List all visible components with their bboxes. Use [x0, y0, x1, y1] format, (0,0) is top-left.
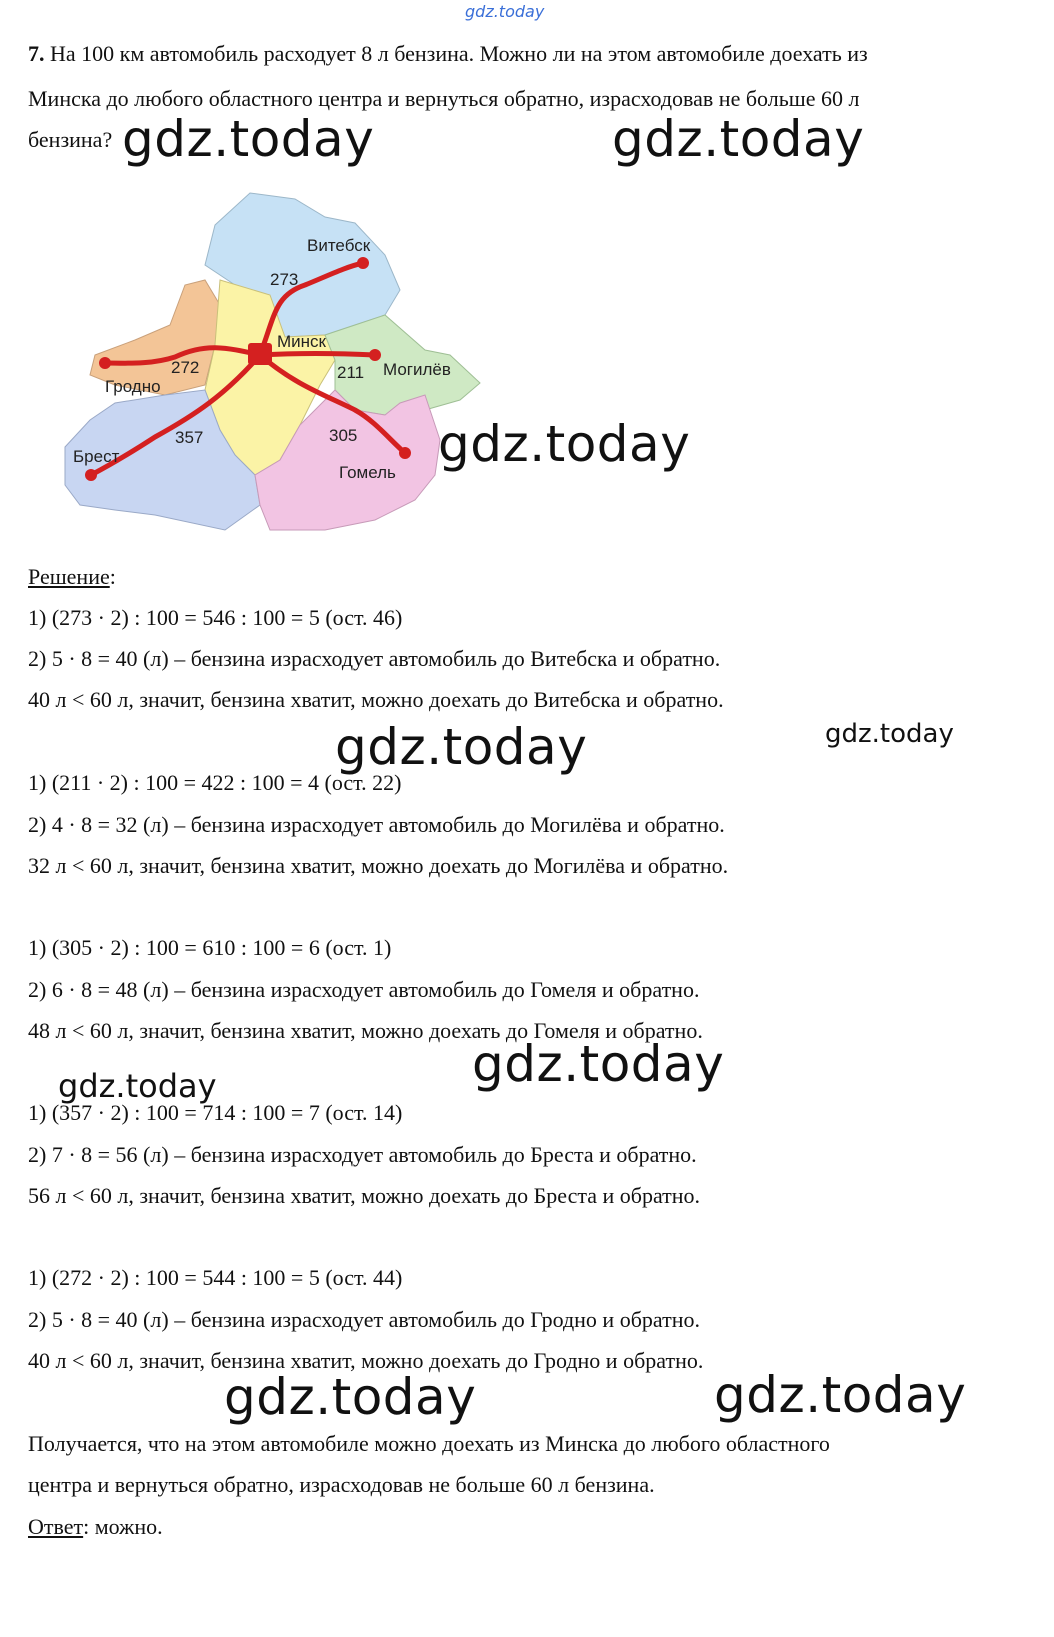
solution-heading [28, 563, 116, 591]
block-4-line-2: 2) 7 · 8 = 56 (л) – бензина израсходует автомобиль до Бреста и обратно. [28, 1142, 697, 1167]
watermark: gdz.today [224, 1368, 477, 1426]
block-2-line-2: 2) 4 · 8 = 32 (л) – бензина израсходует автомобиль до Могилёва и обратно. [28, 812, 725, 837]
block-4-line-1: 1) (357 · 2) : 100 = 714 : 100 = 7 (ост. 14) [28, 1100, 403, 1125]
city-label-minsk: Минск [277, 332, 326, 351]
city-label-mogilev: Могилёв [383, 360, 451, 379]
distance-mogilev: 211 [337, 363, 365, 382]
block-5-line-2: 2) 5 · 8 = 40 (л) – бензина израсходует автомобиль до Гродно и обратно. [28, 1307, 700, 1332]
grodno-marker [99, 357, 111, 369]
watermark: gdz.today [714, 1366, 967, 1424]
city-label-brest: Брест [73, 447, 120, 466]
answer [28, 1513, 163, 1541]
block-3-line-3: 48 л < 60 л, значит, бензина хватит, можно доехать до Гомеля и обратно. [28, 1018, 703, 1043]
block-2-line-3: 32 л < 60 л, значит, бензина хватит, можно доехать до Могилёва и обратно. [28, 853, 729, 878]
mogilev-marker [369, 349, 381, 361]
vitebsk-marker [357, 257, 369, 269]
minsk-marker [248, 343, 272, 365]
belarus-map [55, 185, 495, 560]
block-1-line-1: 1) (273 · 2) : 100 = 546 : 100 = 5 (ост. 46) [28, 605, 403, 630]
city-label-vitebsk: Витебск [307, 236, 371, 255]
block-2-line-1: 1) (211 · 2) : 100 = 422 : 100 = 4 (ост. 22) [28, 770, 402, 795]
distance-gomel: 305 [329, 426, 358, 445]
watermark: gdz.today [335, 718, 588, 776]
gomel-marker [399, 447, 411, 459]
block-3-line-2: 2) 6 · 8 = 48 (л) – бензина израсходует автомобиль до Гомеля и обратно. [28, 977, 700, 1002]
solution-heading-label: Решение [28, 564, 110, 589]
city-label-gomel: Гомель [339, 463, 396, 482]
problem-line-2: Минска до любого областного центра и вернуться обратно, израсходовав не больше 60 л [28, 86, 860, 111]
block-1-line-3: 40 л < 60 л, значит, бензина хватит, можно доехать до Витебска и обратно. [28, 687, 724, 712]
distance-grodno: 272 [171, 358, 200, 377]
watermark: gdz.today [472, 1035, 725, 1093]
conclusion-line-1: Получается, что на этом автомобиле можно доехать из Минска до любого областного [28, 1431, 830, 1456]
watermark-small: gdz.today [825, 719, 954, 749]
brest-marker [85, 469, 97, 481]
block-1-line-2: 2) 5 · 8 = 40 (л) – бензина израсходует автомобиль до Витебска и обратно. [28, 646, 721, 671]
block-5-line-1: 1) (272 · 2) : 100 = 544 : 100 = 5 (ост. 44) [28, 1265, 403, 1290]
road-mogilev [260, 354, 375, 356]
problem-text-1: На 100 км автомобиль расходует 8 л бензина. Можно ли на этом автомобиле доехать из [50, 41, 868, 66]
block-4-line-3: 56 л < 60 л, значит, бензина хватит, можно доехать до Бреста и обратно. [28, 1183, 701, 1208]
block-3-line-1: 1) (305 · 2) : 100 = 610 : 100 = 6 (ост. 1) [28, 935, 392, 960]
block-5-line-3: 40 л < 60 л, значит, бензина хватит, можно доехать до Гродно и обратно. [28, 1348, 704, 1373]
watermark: gdz.today [122, 110, 375, 168]
problem-line-1 [28, 40, 868, 68]
conclusion-line-2: центра и вернуться обратно, израсходовав не больше 60 л бензина. [28, 1472, 655, 1497]
problem-number: 7. [28, 41, 45, 66]
distance-vitebsk: 273 [270, 270, 299, 289]
answer-label: Ответ [28, 1514, 84, 1539]
watermark-medium: gdz.today [58, 1067, 217, 1105]
watermark: gdz.today [612, 110, 865, 168]
answer-text: : можно. [83, 1514, 163, 1539]
problem-line-3: бензина? [28, 127, 113, 152]
distance-brest: 357 [175, 428, 204, 447]
watermark: gdz.today [438, 415, 691, 473]
top-watermark: gdz.today [465, 2, 545, 21]
solution-heading-colon: : [109, 564, 116, 589]
city-label-grodno: Гродно [105, 377, 161, 396]
